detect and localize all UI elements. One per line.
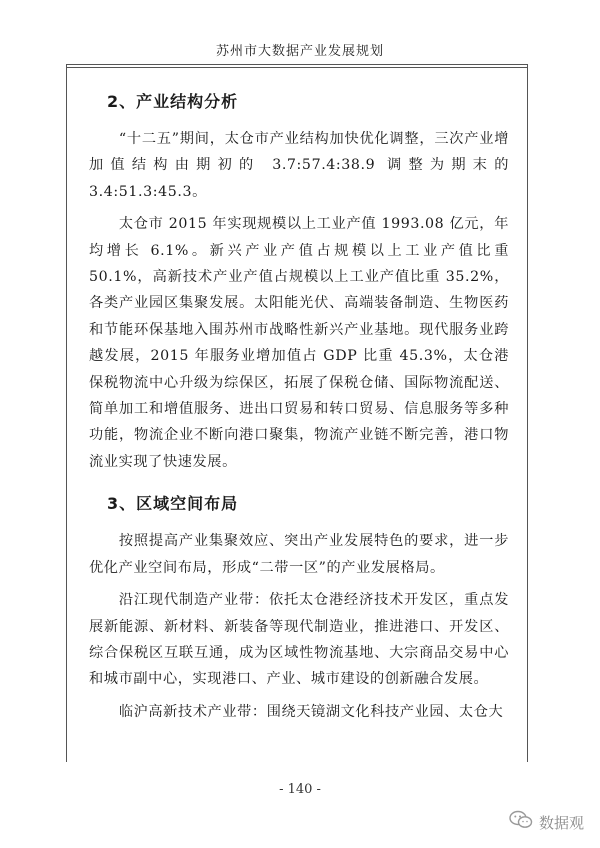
section-heading: 3、区域空间布局 [107,494,239,514]
wechat-icon [509,810,533,834]
paragraph: 临沪高新技术产业带：围绕天镜湖文化科技产业园、太仓大 [118,703,504,720]
document-body [89,73,509,731]
paragraph: 沿江现代制造产业带：依托太仓港经济技术开发区，重点发展新能源、新材料、新装备等现代制造业，推进港口、开发区、综合保税区互联互通，成为区域性物流基地、大宗商品交易中心和城市副中心，实现港口、产业、城市建设的创新融合发展。 [89,592,509,688]
page-number: - 140 - [279,782,321,797]
paragraph: “十二五”期间，太仓市产业结构加快优化调整，三次产业增加值结构由期初的 3.7:57.4:38.9 调整为期末的3.4:51.3:45.3。 [89,131,509,200]
paragraph: 按照提高产业集聚效应、突出产业发展特色的要求，进一步优化产业空间布局，形成“二带一区”的产业发展格局。 [89,533,509,576]
watermark [509,810,584,834]
content-frame [66,64,528,762]
page-header: 苏州市大数据产业发展规划 [215,44,384,59]
watermark-text: 数据观 [538,813,584,832]
paragraph: 太仓市 2015 年实现规模以上工业产值 1993.08 亿元，年均增长 6.1%。新兴产业产值占规模以上工业产值比重 50.1%，高新技术产业产值占规模以上工业产值比重 35.2%，各类产业园区集聚发展。太阳能光伏、高端装备制造、生物医药和节能环保基地入围苏州市战略性新兴产业基地。现代服务业跨越发展，2015 年服务业增加值占 GDP 比重 45.3%，太仓港保税物流中心升级为综保区，拓展了保税仓储、国际物流配送、简单加工和增值服务、进出口贸易和转口贸易、信息服务等多种功能，物流企业不断向港口聚集，物流产业链不断完善，港口物流业实现了快速发展。 [89,216,509,470]
section-heading: 2、产业结构分析 [107,92,239,111]
